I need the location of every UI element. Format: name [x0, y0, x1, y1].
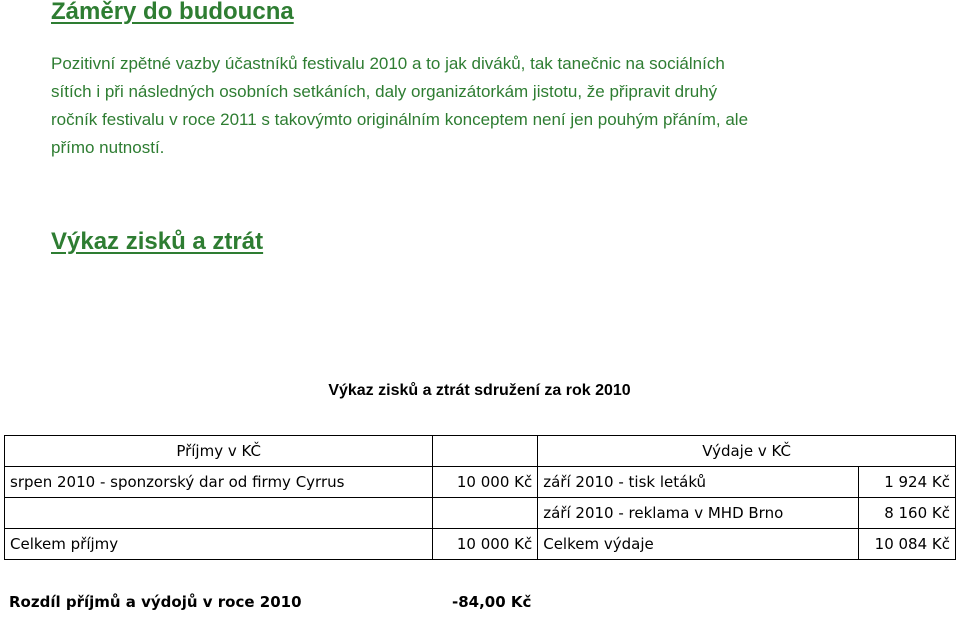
- expense-amount-cell: 1 924 Kč: [858, 467, 955, 498]
- expense-label-cell: září 2010 - tisk letáků: [538, 467, 859, 498]
- income-total-amount: 10 000 Kč: [433, 529, 538, 560]
- profit-loss-table: [4, 435, 956, 560]
- paragraph-line: sítích i při následných osobních setkáních, daly organizátorkám jistotu, že připravit druhý: [51, 82, 718, 101]
- table-row: [5, 467, 956, 498]
- section-heading-profit-loss: Výkaz zisků a ztrát: [51, 228, 264, 255]
- expense-total-label: Celkem výdaje: [538, 529, 859, 560]
- section-heading-future-plans: Záměry do budoucna: [51, 0, 294, 25]
- table-title: Výkaz zisků a ztrát sdružení za rok 2010: [328, 382, 631, 399]
- future-plans-paragraph: [51, 50, 951, 162]
- income-amount-cell: 10 000 Kč: [433, 467, 538, 498]
- income-label-cell: [5, 498, 433, 529]
- expense-label-cell: září 2010 - reklama v MHD Brno: [538, 498, 859, 529]
- paragraph-line: Pozitivní zpětné vazby účastníků festivalu 2010 a to jak diváků, tak tanečnic na sociálních: [51, 54, 725, 73]
- table-totals-row: [5, 529, 956, 560]
- income-total-label: Celkem příjmy: [5, 529, 433, 560]
- income-header-spacer: [433, 436, 538, 467]
- difference-label: Rozdíl příjmů a výdojů v roce 2010: [9, 593, 302, 611]
- income-amount-cell: [433, 498, 538, 529]
- difference-value: -84,00 Kč: [452, 593, 532, 611]
- expense-total-amount: 10 084 Kč: [858, 529, 955, 560]
- income-label-cell: srpen 2010 - sponzorský dar od firmy Cyrrus: [5, 467, 433, 498]
- income-header: Příjmy v KČ: [5, 436, 433, 467]
- paragraph-line: ročník festivalu v roce 2011 s takovýmto originálním konceptem není jen pouhým přáním, ale: [51, 110, 749, 129]
- table-row: [5, 498, 956, 529]
- expenses-header: Výdaje v KČ: [538, 436, 956, 467]
- expense-amount-cell: 8 160 Kč: [858, 498, 955, 529]
- paragraph-line: přímo nutností.: [51, 138, 165, 157]
- table-header-row: [5, 436, 956, 467]
